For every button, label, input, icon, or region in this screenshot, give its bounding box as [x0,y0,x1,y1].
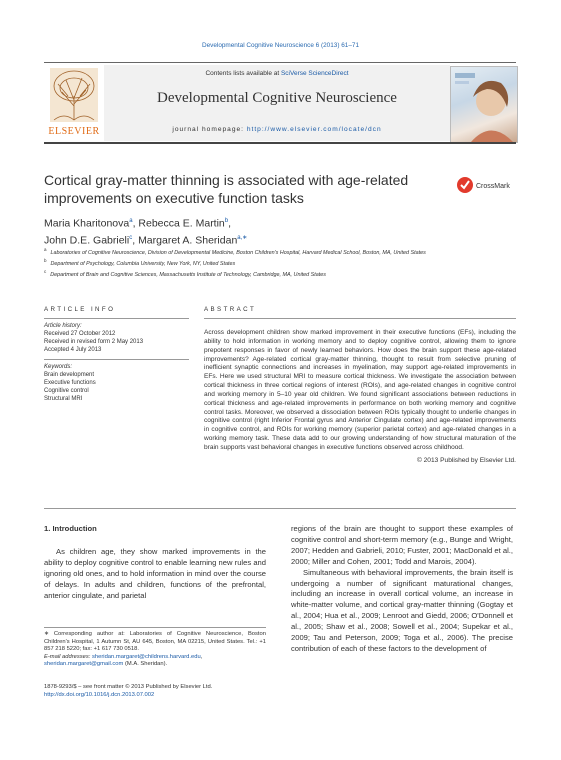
keyword-list [44,363,189,403]
author-separator: , [228,217,232,230]
body-left-column [44,524,266,601]
contents-line [104,70,450,77]
author-affil-mark[interactable]: b [224,218,229,224]
elsevier-tree-logo [44,66,104,140]
header-rule-top [44,62,516,63]
elsevier-wordmark: ELSEVIER [48,126,100,137]
corresponding-text: ∗ Corresponding author at: Laboratories of Cognitive Neuroscience, Boston Children's Hospital, 1 Autumn St, AU 645, Boston, MA 02215, United States. Tel.: +1 857 218 5220; fax: +1 617 730 0518. [44,631,266,653]
homepage-prefix: journal homepage: [172,126,247,133]
keyword-item: Structural MRI [44,396,83,402]
author-name[interactable]: John D.E. Gabrieli [44,234,130,246]
keywords-label: Keywords: [44,364,73,370]
affiliation-text: Department of Psychology, Columbia University, New York, NY, United States [50,260,236,267]
keyword-item: Executive functions [44,380,96,386]
keyword-item: Brain development [44,372,95,378]
journal-title: Developmental Cognitive Neuroscience [157,90,397,106]
section-heading-introduction: 1. Introduction [44,524,97,533]
journal-homepage [104,126,450,133]
affiliation-item [44,268,516,279]
body-paragraph: regions of the brain are thought to support these examples of cognitive control and short-term memory (e.g., Bunge and Wright, 2007; Hedden and Gabrieli, 2010; Fuster, 2001; MacDonald et al., 2000; Miller and Cohen, 2001; Todd and Marois, 2004). [291,524,513,566]
affiliation-text: Laboratories of Cognitive Neuroscience, Division of Developmental Medicine, Boston Children's Hospital, Harvard Medical School, Boston, MA, United States [50,249,426,256]
abstract-rule [204,318,516,319]
article-title: Cortical gray-matter thinning is associated with age-related improvements on executive function tasks [44,172,409,206]
affiliation-item [44,246,516,257]
affiliation-mark: b [44,258,47,263]
journal-citation: Developmental Cognitive Neuroscience 6 (2013) 61–71 [201,42,360,49]
keyword-item: Cognitive control [44,388,89,394]
affiliation-text: Department of Brain and Cognitive Sciences, Massachusetts Institute of Technology, Cambridge, MA, United States [50,271,326,278]
author-list [44,214,444,247]
history-label: Article history: [44,323,82,329]
info-rule [44,318,189,319]
article-history [44,322,189,354]
email-link[interactable]: sheridan.margaret@childrens.harvard.edu [92,653,201,660]
crossmark-badge[interactable] [456,176,516,194]
body-paragraph: Simultaneous with behavioral improvements, the brain itself is undergoing a number of significant maturational changes, including an increase in overall cortical volume, an increase in white-matter volume, and cortical gray-matter thinning (Gogtay et al., 2004; Hua et al., 2009; Lenroot and Giedd, 2006; O'Donnell et al., 2005; Shaw et al., 2008; Sowell et al., 2004; Supekar et al., 2009; Tau and Peterson, 2009; Toga et al., 2006). The precise contribution of each of these factors to the development of [291,567,513,653]
homepage-link[interactable]: http://www.elsevier.com/locate/dcn [246,126,382,133]
cover-illustration [451,67,517,142]
abstract-text: Across development children show marked improvement in their executive functions (EFs), including the ability to hold information in working memory and to deploy cognitive control, allowing them to ignore prepotent responses in favor of newly learned behaviors. How does the brain support these age-related improvements? Age-related cortical gray-matter thinning, thought to result from selective pruning of inefficient synaptic connections and increases in myelination, may support age-related improvements in EFs. Here we used structural MRI to measure cortical thickness. We investigate the association between cortical thickness in three cortical regions of interest (ROIs), and age-related changes in cognitive control and working memory in 5–10 year old children. We found significant associations between reductions in cortical thickness and age-related improvements in performance on both working memory and cognitive control tasks. Moreover, we observed a dissociation between ROIs typically thought to underlie changes in cognitive control (right Inferior Frontal gyrus and Anterior Cingulate cortex) and age-related improvements in cognitive control, and ROIs for working memory (superior parietal cortex) and age-related changes in a working memory task. These data add to our growing understanding of how structural maturation of the brain supports vast behavioral changes in executive functions observed across childhood. [204,329,516,451]
copyright-notice: © 2013 Published by Elsevier Ltd. [416,456,516,464]
author-separator: , [132,217,139,230]
email-link[interactable]: sheridan.margaret@gmail.com [44,661,124,668]
affiliation-list [44,246,516,279]
doi-link[interactable]: http://dx.doi.org/10.1016/j.dcn.2013.07.002 [44,692,155,698]
issn-line: 1878-9293/$ – see front matter © 2013 Published by Elsevier Ltd. [44,684,213,690]
affiliation-item [44,257,516,268]
body-paragraph: As children age, they show marked improvements in the ability to deploy cognitive control to enable learning new rules and ignoring old ones, and to hold information in mind over the course of delays. In adults and children, functions of the prefrontal, anterior cingulate, and parietal [44,546,266,600]
author-name[interactable]: Rebecca E. Martin [138,217,225,230]
author-affil-mark[interactable]: a [129,218,133,224]
article-info-column [44,306,189,403]
corresponding-footnote: ∗ Corresponding author at: Laboratories of Cognitive Neuroscience, Boston Children's Hospital, 1 Autumn St, AU 645, Boston, MA 02215, United States. Tel.: +1 857 218 5220; fax: +1 617 730 0518. E-mail addresses: sheridan.margaret@childrens.harvard.edu, sheridan.margaret@gmail.com (M.A. Sheridan). [44,631,266,668]
abstract-heading: ABSTRACT [204,306,257,313]
author-affil-mark[interactable]: c [129,234,133,241]
affiliation-mark: a [44,247,47,252]
crossmark-label: CrossMark [476,183,510,190]
info-rule [44,359,189,360]
affiliation-mark: c [44,269,47,274]
abstract-column [204,306,516,464]
journal-cover-image [450,66,518,143]
author-affil-mark[interactable]: a,∗ [237,234,248,241]
history-item: Received in revised form 2 May 2013 [44,339,144,345]
email-label: E-mail addresses: [44,653,93,660]
abstract-bottom-rule [44,508,516,509]
header-rule-bottom [44,142,516,144]
contents-prefix: Contents lists available at [205,70,281,77]
author-separator: , [132,234,139,246]
sciencedirect-link[interactable]: SciVerse ScienceDirect [280,70,349,77]
article-info-heading: ARTICLE INFO [44,306,116,313]
history-item: Accepted 4 July 2013 [44,347,102,353]
author-name[interactable]: Margaret A. Sheridan [138,234,238,246]
body-right-column [291,524,513,655]
footnote-rule [44,627,266,628]
email-suffix: (M.A. Sheridan). [123,661,168,668]
issn-doi-block [44,683,294,699]
author-name[interactable]: Maria Kharitonova [44,217,130,230]
history-item: Received 27 October 2012 [44,331,116,337]
